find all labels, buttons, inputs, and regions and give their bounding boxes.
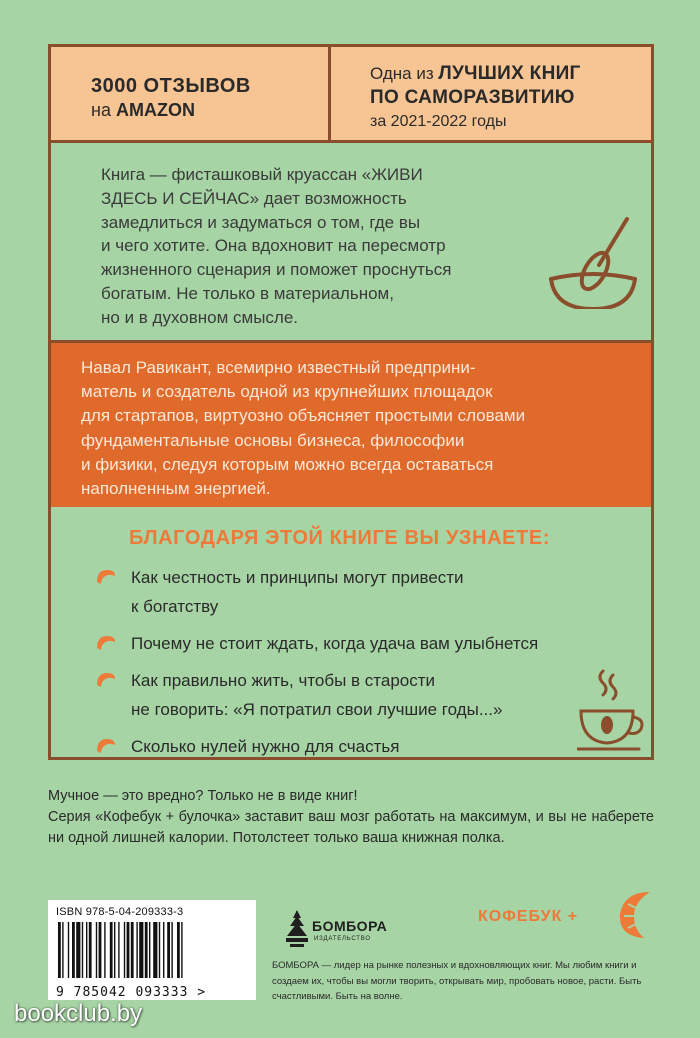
- learn-title: БЛАГОДАРЯ ЭТОЙ КНИГЕ ВЫ УЗНАЕТЕ:: [129, 527, 551, 549]
- barcode-bar: [131, 922, 134, 978]
- description-line: жизненного сценария и поможет проснуться: [101, 260, 452, 280]
- barcode-bar: [118, 922, 119, 978]
- barcode-bar: [159, 922, 160, 978]
- list-item-line: к богатству: [131, 597, 219, 616]
- barcode-bar: [68, 922, 69, 978]
- bombora-tree-icon: [284, 908, 310, 948]
- list-item-line: Почему не стоит ждать, когда удача вам улыбнется: [131, 634, 539, 653]
- list-item: [87, 732, 627, 761]
- publisher-name: БОМБОРА: [312, 918, 388, 934]
- author-text: [81, 356, 641, 501]
- author-line: Навал Равикант, всемирно известный предприни-: [81, 358, 476, 377]
- barcode-bar: [136, 922, 137, 978]
- reviews-badge: [51, 47, 331, 140]
- barcode-bar: [58, 922, 61, 978]
- series-line-1: Мучное — это вредно? Только не в виде книг!: [48, 788, 358, 804]
- series-logo: КОФЕБУК +: [478, 908, 579, 925]
- author-line: для стартапов, виртуозно объясняет простыми словами: [81, 406, 526, 426]
- description-line: и чего хотите. Она вдохновит на пересмотр: [101, 236, 446, 256]
- barcode-bar: [127, 922, 130, 978]
- author-row: [51, 343, 651, 507]
- barcode-bar: [114, 922, 115, 978]
- barcode-box: [48, 900, 256, 1000]
- bestseller-line-1: [370, 63, 651, 85]
- barcode-bar: [153, 922, 157, 978]
- series-line-2: Серия «Кофебук + булочка» заставит ваш мозг работать на максимум, и вы не наберете ни одной лишней калории. Потолстеет только ваша книжная полка.: [48, 809, 654, 846]
- barcode-bar: [99, 922, 102, 978]
- bestseller-prefix: Одна из: [370, 64, 434, 83]
- list-item-line: не говорить: «Я потратил свои лучшие годы...»: [131, 700, 503, 719]
- reviews-on-text: на: [91, 100, 111, 120]
- barcode-bar: [149, 922, 150, 978]
- bestseller-bold: ЛУЧШИХ КНИГ: [438, 63, 581, 84]
- barcode-bar: [82, 922, 83, 978]
- croissant-bullet-icon: [95, 737, 117, 755]
- list-item: [87, 629, 627, 658]
- barcode-bar: [163, 922, 164, 978]
- barcode-bar: [171, 922, 172, 978]
- coffee-cup-icon: [577, 667, 649, 755]
- barcode-bar: [145, 922, 148, 978]
- learn-list: [87, 563, 627, 769]
- publisher-about: БОМБОРА — лидер на рынке полезных и вдохновляющих книг. Мы любим книги и создаем их, чтобы вы могли творить, открывать мир, пробовать новое, расти. Быть счастливыми. Быть на волне.: [272, 960, 642, 1003]
- barcode-bar: [167, 922, 170, 978]
- barcode-bar: [110, 922, 113, 978]
- isbn-text: ISBN 978-5-04-209333-3: [56, 906, 184, 918]
- barcode-bar: [177, 922, 180, 978]
- croissant-logo-icon: [614, 886, 658, 942]
- bestseller-line-2: ПО САМОРАЗВИТИЮ: [370, 87, 575, 108]
- croissant-bullet-icon: [95, 634, 117, 652]
- barcode-bar: [72, 922, 75, 978]
- description-line: но и в духовном смысле.: [101, 307, 299, 327]
- description-line: Книга — фисташковый круассан «ЖИВИ: [101, 165, 423, 184]
- list-item: [87, 666, 627, 724]
- author-line: матель и создатель одной из крупнейших площадок: [81, 382, 493, 402]
- info-frame: [48, 44, 654, 760]
- reviews-count: 3000 ОТЗЫВОВ: [91, 75, 251, 97]
- reviews-platform-line: [91, 100, 328, 121]
- barcode-bar: [124, 922, 125, 978]
- barcode-bar: [89, 922, 92, 978]
- whisk-bowl-icon: [543, 209, 643, 309]
- barcode-bar: [86, 922, 87, 978]
- author-line: и физики, следуя которым можно всегда оставаться: [81, 454, 494, 474]
- list-item: [87, 563, 627, 621]
- author-line: наполненным энергией.: [81, 479, 271, 499]
- badges-row: [51, 47, 651, 143]
- series-description: [48, 786, 654, 849]
- publisher-subtitle: ИЗДАТЕЛЬСТВО: [314, 936, 371, 942]
- croissant-bullet-icon: [95, 671, 117, 689]
- list-item-line: Как правильно жить, чтобы в старости: [131, 671, 436, 690]
- list-item-line: Как честность и принципы могут привести: [131, 568, 464, 587]
- barcode-bar: [76, 922, 80, 978]
- author-line: фундаментальные основы бизнеса, философии: [81, 430, 465, 450]
- description-line: богатым. Не только в материальном,: [101, 283, 394, 303]
- barcode-number: 9 785042 093333 >: [56, 985, 207, 1000]
- barcode-bar: [181, 922, 182, 978]
- barcode-bar: [139, 922, 143, 978]
- description-line: ЗДЕСЬ И СЕЙЧАС» дает возможность: [101, 188, 407, 208]
- croissant-bullet-icon: [95, 568, 117, 586]
- barcode-bar: [96, 922, 97, 978]
- description-row: [51, 143, 651, 343]
- list-item-line: Сколько нулей нужно для счастья: [131, 737, 400, 756]
- bestseller-line-3: за 2021-2022 годы: [370, 113, 507, 130]
- barcode-bars: [56, 922, 248, 978]
- description-text: [101, 163, 531, 330]
- barcode-bar: [62, 922, 63, 978]
- barcode-bar: [104, 922, 105, 978]
- description-line: замедлиться и задуматься о том, где вы: [101, 212, 421, 232]
- reviews-platform: AMAZON: [115, 100, 195, 120]
- site-watermark: bookclub.by: [14, 1000, 143, 1027]
- bestseller-badge: [334, 47, 651, 140]
